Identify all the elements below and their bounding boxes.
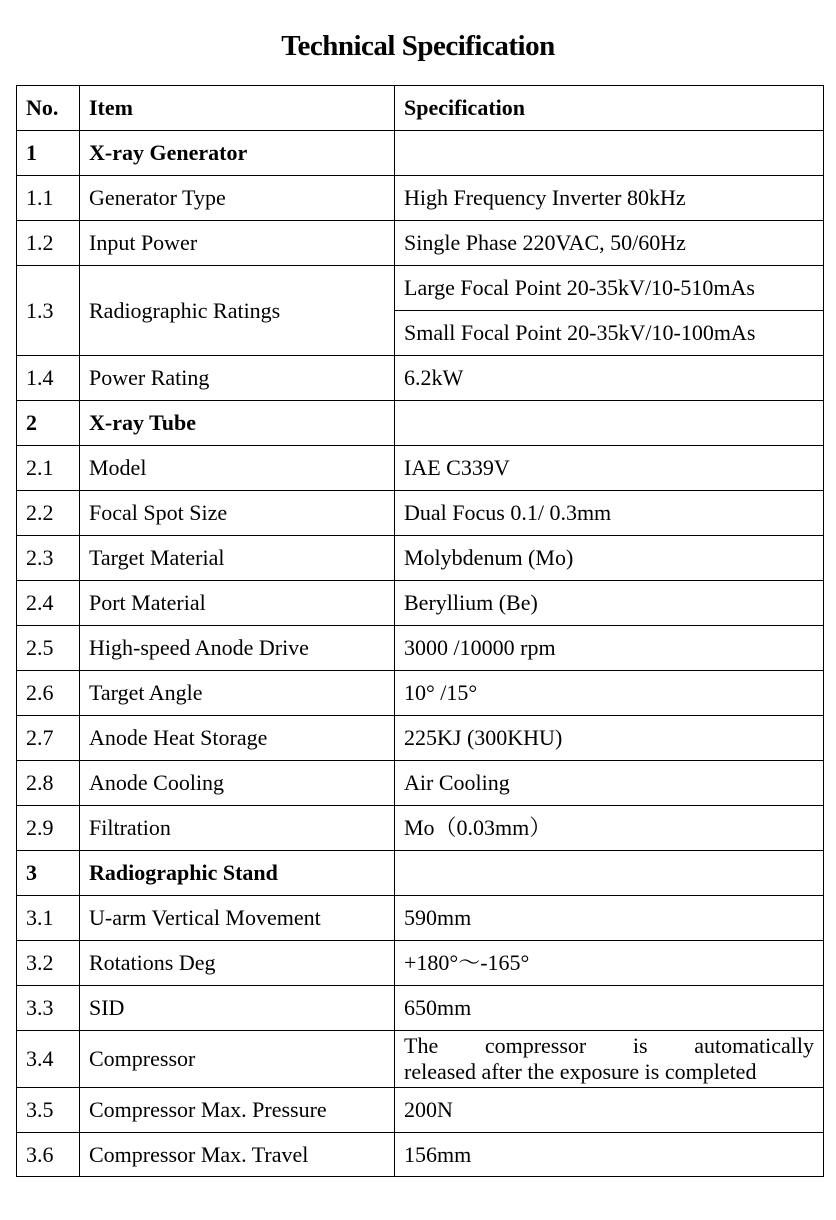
row-no: 2.1 [17, 446, 80, 491]
row-spec [395, 401, 824, 446]
table-row [17, 581, 824, 626]
row-spec: Beryllium (Be) [395, 581, 824, 626]
table-row [17, 896, 824, 941]
section-row-x-ray-tube [17, 401, 824, 446]
row-no: 2.4 [17, 581, 80, 626]
spec-table [16, 85, 824, 1177]
row-no: 3 [17, 851, 80, 896]
table-row [17, 1031, 824, 1088]
row-no: 2.7 [17, 716, 80, 761]
row-item: Filtration [80, 806, 395, 851]
row-item: X-ray Tube [80, 401, 395, 446]
row-item: Rotations Deg [80, 941, 395, 986]
row-spec: 3000 /10000 rpm [395, 626, 824, 671]
table-row [17, 491, 824, 536]
section-row-radiographic-stand [17, 851, 824, 896]
table-row [17, 716, 824, 761]
row-spec: Single Phase 220VAC, 50/60Hz [395, 221, 824, 266]
row-no: 3.6 [17, 1133, 80, 1177]
table-row [17, 356, 824, 401]
row-spec: Molybdenum (Mo) [395, 536, 824, 581]
table-row [17, 806, 824, 851]
row-item: Compressor Max. Travel [80, 1133, 395, 1177]
page-title: Technical Specification [281, 30, 555, 62]
row-spec: 650mm [395, 986, 824, 1031]
row-item: Radiographic Ratings [80, 266, 395, 356]
row-spec: +180°～-165° [395, 941, 824, 986]
row-item: X-ray Generator [80, 131, 395, 176]
row-item: Compressor [80, 1031, 395, 1088]
row-no: 3.5 [17, 1088, 80, 1133]
row-spec: 200N [395, 1088, 824, 1133]
header-item: Item [80, 86, 395, 131]
row-item: Anode Cooling [80, 761, 395, 806]
row-no: 1.3 [17, 266, 80, 356]
row-item: U-arm Vertical Movement [80, 896, 395, 941]
spec-word: automatically [694, 1033, 814, 1058]
spec-line-2: released after the exposure is completed [404, 1059, 757, 1084]
row-no: 2.8 [17, 761, 80, 806]
row-item: Power Rating [80, 356, 395, 401]
row-spec-large-focal: Large Focal Point 20-35kV/10-510mAs [395, 266, 824, 311]
row-item: Target Angle [80, 671, 395, 716]
row-spec: Air Cooling [395, 761, 824, 806]
row-item: Target Material [80, 536, 395, 581]
row-no: 2.2 [17, 491, 80, 536]
row-item: Focal Spot Size [80, 491, 395, 536]
table-header-row [17, 86, 824, 131]
row-item: Generator Type [80, 176, 395, 221]
table-row [17, 446, 824, 491]
row-no: 1.2 [17, 221, 80, 266]
row-item: Anode Heat Storage [80, 716, 395, 761]
table-row [17, 176, 824, 221]
table-row [17, 1088, 824, 1133]
row-spec: IAE C339V [395, 446, 824, 491]
row-item: SID [80, 986, 395, 1031]
table-row [17, 1133, 824, 1177]
row-no: 2.5 [17, 626, 80, 671]
spec-word: The [404, 1033, 439, 1058]
row-item: Model [80, 446, 395, 491]
row-spec [395, 131, 824, 176]
header-spec: Specification [395, 86, 824, 131]
spec-word: compressor [484, 1033, 587, 1058]
row-no: 3.2 [17, 941, 80, 986]
row-spec: 225KJ (300KHU) [395, 716, 824, 761]
row-no: 1.1 [17, 176, 80, 221]
row-spec-small-focal: Small Focal Point 20-35kV/10-100mAs [395, 311, 824, 356]
row-no: 2.3 [17, 536, 80, 581]
row-item: High-speed Anode Drive [80, 626, 395, 671]
row-no: 2 [17, 401, 80, 446]
row-spec: 10° /15° [395, 671, 824, 716]
table-row [17, 671, 824, 716]
spec-word: is [632, 1033, 648, 1058]
row-item: Input Power [80, 221, 395, 266]
table-row [17, 266, 824, 311]
row-spec: High Frequency Inverter 80kHz [395, 176, 824, 221]
row-spec [395, 1031, 824, 1088]
row-no: 2.6 [17, 671, 80, 716]
section-row-x-ray-generator [17, 131, 824, 176]
table-row [17, 941, 824, 986]
row-item: Radiographic Stand [80, 851, 395, 896]
row-no: 3.4 [17, 1031, 80, 1088]
row-spec: 590mm [395, 896, 824, 941]
row-no: 1 [17, 131, 80, 176]
row-spec: 156mm [395, 1133, 824, 1177]
row-spec: 6.2kW [395, 356, 824, 401]
row-item: Port Material [80, 581, 395, 626]
row-spec: Mo（0.03mm） [395, 806, 824, 851]
row-no: 3.3 [17, 986, 80, 1031]
table-row [17, 986, 824, 1031]
row-item: Compressor Max. Pressure [80, 1088, 395, 1133]
table-row [17, 536, 824, 581]
table-row [17, 626, 824, 671]
table-row [17, 221, 824, 266]
row-no: 2.9 [17, 806, 80, 851]
row-spec [395, 851, 824, 896]
row-no: 1.4 [17, 356, 80, 401]
row-spec: Dual Focus 0.1/ 0.3mm [395, 491, 824, 536]
header-no: No. [17, 86, 80, 131]
spec-line-1 [404, 1033, 814, 1059]
row-no: 3.1 [17, 896, 80, 941]
table-row [17, 761, 824, 806]
